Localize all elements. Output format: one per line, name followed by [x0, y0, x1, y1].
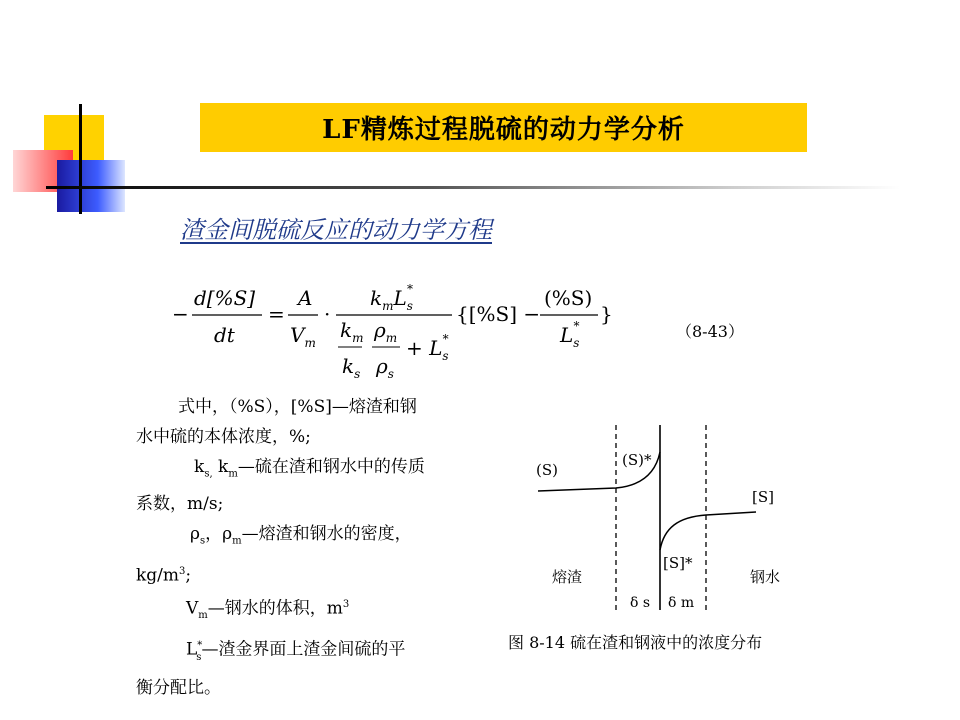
label-delta-s: δ s	[630, 595, 651, 611]
eq-volume: $V_m$	[290, 323, 316, 350]
label-slag: 熔渣	[552, 568, 583, 586]
eq-slag-s: (%S)	[544, 286, 593, 310]
eq-rho-m: $\rho_m$	[374, 318, 398, 345]
eq-bracket-close: }	[600, 302, 613, 326]
eq-ls: $L_s*$	[560, 319, 580, 350]
note-line-2: 水中硫的本体浓度，%;	[136, 427, 311, 447]
eq-dot: ·	[324, 302, 331, 326]
metal-concentration-curve	[660, 512, 756, 550]
deco-horizontal-line	[46, 186, 900, 189]
deco-vertical-line	[79, 104, 82, 214]
eq-area: A	[298, 286, 313, 310]
label-slag-S-star: (S)*	[622, 451, 652, 469]
label-metal-S-star: [S]*	[663, 554, 693, 572]
slide-subtitle: 渣金间脱硫反应的动力学方程	[180, 216, 492, 244]
title-banner	[200, 103, 807, 152]
note-line-9: 衡分配比。	[136, 677, 221, 698]
label-delta-m: δ m	[668, 595, 695, 611]
note-line-8: $L^*_s—$渣金界面上渣金间硫的平	[186, 640, 406, 663]
label-slag-S: (S)	[536, 461, 558, 479]
eq-plus-ls: + $L_s*$	[406, 332, 449, 363]
eq-minus: −	[172, 302, 189, 326]
note-line-3: $k_{s,}$ $k_m—$硫在渣和钢水中的传质	[194, 457, 425, 480]
note-line-1: 式中，（%S），[%S]—熔渣和钢	[178, 397, 417, 417]
eq-rho-s: $\rho_s$	[376, 354, 394, 381]
note-line-6: $kg/m^3$;	[136, 565, 192, 586]
eq-lhs-denominator: dt	[214, 323, 235, 347]
label-metal-S: [S]	[752, 488, 774, 506]
symbol-notes	[136, 392, 474, 703]
note-line-4: 系数，m/s;	[136, 494, 224, 515]
eq-ks: $k_s$	[342, 354, 361, 381]
concentration-profile-figure	[500, 405, 800, 660]
note-line-5: $\rho_s$，$\rho_m—$熔渣和钢水的密度，	[190, 524, 412, 547]
equation-number: （8-43）	[676, 322, 744, 341]
slide-title: LF精炼过程脱硫的动力学分析	[322, 115, 685, 145]
note-line-7: $V_m—$钢水的体积，$m^3$	[186, 599, 350, 622]
kinetic-equation	[170, 265, 630, 385]
eq-lhs-numerator: d[%S]	[194, 286, 256, 310]
eq-equals: =	[268, 302, 285, 326]
figure-caption: 图 8-14 硫在渣和钢液中的浓度分布	[508, 633, 763, 652]
eq-bracket-open: {[%S] −	[456, 302, 541, 326]
eq-km: $k_m$	[340, 318, 364, 345]
label-steel: 钢水	[750, 568, 781, 586]
eq-mid-numerator: $k_mL_s*$	[370, 282, 413, 313]
